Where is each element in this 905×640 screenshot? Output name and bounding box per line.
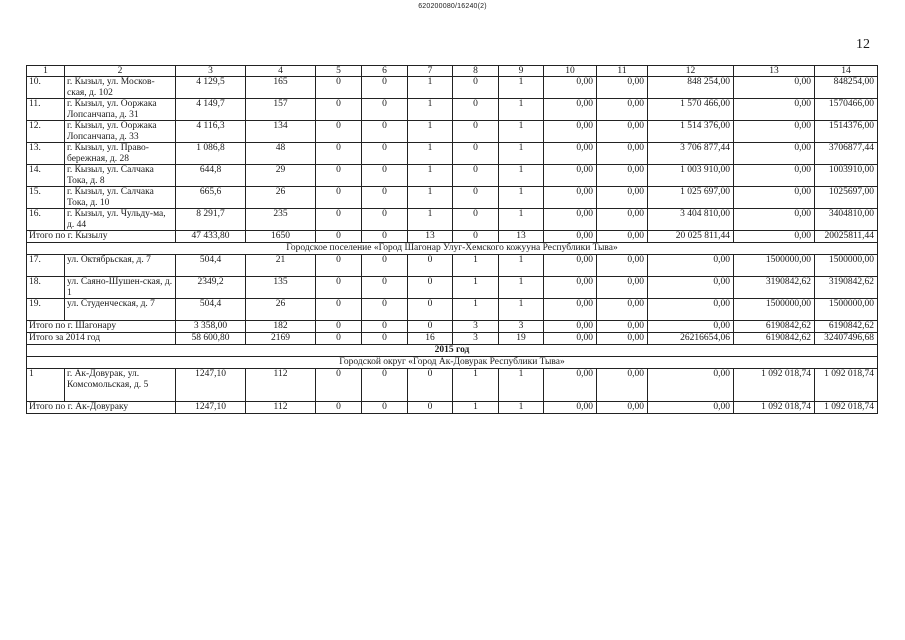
table-cell: 848 254,00 bbox=[648, 77, 734, 99]
table-row bbox=[27, 369, 878, 402]
address-cell: г. Кызыл, ул. Салчака Тока, д. 10 bbox=[65, 187, 176, 209]
table-cell: 26216654,06 bbox=[648, 333, 734, 345]
table-cell: 1 003 910,00 bbox=[648, 165, 734, 187]
table-cell: 235 bbox=[246, 209, 316, 231]
table-row bbox=[27, 299, 878, 321]
table-cell: 0 bbox=[453, 143, 499, 165]
table-cell: 0 bbox=[362, 99, 408, 121]
section-title: Городской округ «Город Ак-Довурак Республики Тыва» bbox=[27, 357, 878, 369]
table-cell: 1025697,00 bbox=[815, 187, 878, 209]
address-cell: г. Кызыл, ул. Ооржака Лопсанчапа, д. 33 bbox=[65, 121, 176, 143]
table-cell: 3190842,62 bbox=[734, 277, 815, 299]
table-cell: 0,00 bbox=[597, 255, 648, 277]
table-cell: 0,00 bbox=[544, 402, 597, 414]
table-cell: 0,00 bbox=[597, 165, 648, 187]
table-cell: 13. bbox=[27, 143, 65, 165]
table-cell: 0 bbox=[316, 277, 362, 299]
table-cell: 0,00 bbox=[734, 187, 815, 209]
column-number: 8 bbox=[453, 66, 499, 77]
table-cell: 29 bbox=[246, 165, 316, 187]
table-cell: 134 bbox=[246, 121, 316, 143]
table-row bbox=[27, 77, 878, 99]
table-cell: 0,00 bbox=[597, 187, 648, 209]
table-cell: 1 bbox=[499, 402, 544, 414]
table-cell: 165 bbox=[246, 77, 316, 99]
section-title: Городское поселение «Город Шагонар Улуг-Хемского кожууна Республики Тыва» bbox=[27, 243, 878, 255]
column-number: 11 bbox=[597, 66, 648, 77]
column-number: 10 bbox=[544, 66, 597, 77]
table-cell: 16 bbox=[408, 333, 453, 345]
table-cell: 848254,00 bbox=[815, 77, 878, 99]
table-cell: 1 bbox=[27, 369, 65, 402]
column-number: 3 bbox=[176, 66, 246, 77]
table-cell: 0,00 bbox=[734, 165, 815, 187]
table-cell: 0,00 bbox=[648, 369, 734, 402]
table-cell: 0,00 bbox=[734, 121, 815, 143]
column-number: 5 bbox=[316, 66, 362, 77]
table-cell: 0,00 bbox=[597, 121, 648, 143]
table-cell: 1 bbox=[499, 255, 544, 277]
table-cell: 0,00 bbox=[734, 143, 815, 165]
table-cell: 3 bbox=[499, 321, 544, 333]
table-cell: 1247,10 bbox=[176, 369, 246, 402]
table-cell: 0 bbox=[408, 277, 453, 299]
table-cell: 0,00 bbox=[544, 321, 597, 333]
table-cell: 1247,10 bbox=[176, 402, 246, 414]
table-cell: 0 bbox=[408, 402, 453, 414]
total-label: Итого по г. Шагонару bbox=[27, 321, 176, 333]
table-cell: 18. bbox=[27, 277, 65, 299]
table-cell: 3 358,00 bbox=[176, 321, 246, 333]
table-cell: 1 bbox=[408, 121, 453, 143]
table-row bbox=[27, 255, 878, 277]
section-header-row bbox=[27, 243, 878, 255]
table-cell: 1 092 018,74 bbox=[815, 369, 878, 402]
table-cell: 504,4 bbox=[176, 255, 246, 277]
table-cell: 0 bbox=[316, 77, 362, 99]
table-cell: 1 bbox=[499, 277, 544, 299]
address-cell: ул. Студенческая, д. 7 bbox=[65, 299, 176, 321]
table-cell: 1500000,00 bbox=[734, 299, 815, 321]
table-cell: 13 bbox=[499, 231, 544, 243]
table-cell: 1003910,00 bbox=[815, 165, 878, 187]
table-cell: 13 bbox=[408, 231, 453, 243]
total-row bbox=[27, 402, 878, 414]
table-cell: 0,00 bbox=[648, 402, 734, 414]
table-cell: 47 433,80 bbox=[176, 231, 246, 243]
table-cell: 1 025 697,00 bbox=[648, 187, 734, 209]
address-cell: ул. Саяно-Шушен-ская, д. 1 bbox=[65, 277, 176, 299]
section-header-row bbox=[27, 357, 878, 369]
table-cell: 0,00 bbox=[544, 77, 597, 99]
total-label: Итого за 2014 год bbox=[27, 333, 176, 345]
table-cell: 0,00 bbox=[597, 333, 648, 345]
table-cell: 26 bbox=[246, 187, 316, 209]
table-cell: 0,00 bbox=[544, 277, 597, 299]
table-cell: 0 bbox=[453, 121, 499, 143]
column-number: 2 bbox=[65, 66, 176, 77]
table-cell: 112 bbox=[246, 402, 316, 414]
table-cell: 0,00 bbox=[544, 187, 597, 209]
table-cell: 504,4 bbox=[176, 299, 246, 321]
table-cell: 0 bbox=[362, 121, 408, 143]
table-cell: 0,00 bbox=[544, 209, 597, 231]
table-cell: 1 bbox=[453, 255, 499, 277]
table-cell: 0 bbox=[316, 333, 362, 345]
table-cell: 19. bbox=[27, 299, 65, 321]
table-cell: 0 bbox=[362, 143, 408, 165]
table-cell: 1 bbox=[408, 143, 453, 165]
table-cell: 3 bbox=[453, 333, 499, 345]
table-cell: 3 404 810,00 bbox=[648, 209, 734, 231]
table-cell: 0 bbox=[362, 321, 408, 333]
table-cell: 1500000,00 bbox=[734, 255, 815, 277]
table-cell: 26 bbox=[246, 299, 316, 321]
table-cell: 0 bbox=[362, 77, 408, 99]
page-number: 12 bbox=[856, 37, 870, 52]
table-cell: 0 bbox=[362, 402, 408, 414]
table-cell: 0,00 bbox=[544, 143, 597, 165]
table-cell: 0 bbox=[362, 209, 408, 231]
table-row bbox=[27, 187, 878, 209]
table-cell: 1 bbox=[499, 209, 544, 231]
table-cell: 0 bbox=[316, 143, 362, 165]
table-cell: 0 bbox=[453, 231, 499, 243]
table-cell: 1 bbox=[499, 99, 544, 121]
table-cell: 0,00 bbox=[544, 231, 597, 243]
table-cell: 157 bbox=[246, 99, 316, 121]
table-cell: 182 bbox=[246, 321, 316, 333]
table-cell: 12. bbox=[27, 121, 65, 143]
table-cell: 3190842,62 bbox=[815, 277, 878, 299]
table-cell: 0,00 bbox=[734, 77, 815, 99]
table-cell: 0 bbox=[316, 369, 362, 402]
table-cell: 0 bbox=[453, 99, 499, 121]
address-cell: г. Ак-Довурак, ул. Комсомольская, д. 5 bbox=[65, 369, 176, 402]
table-cell: 0 bbox=[316, 187, 362, 209]
table-cell: 1 bbox=[499, 165, 544, 187]
table-cell: 58 600,80 bbox=[176, 333, 246, 345]
table-cell: 16. bbox=[27, 209, 65, 231]
table-cell: 6190842,62 bbox=[734, 321, 815, 333]
table-cell: 0 bbox=[362, 165, 408, 187]
table-cell: 0,00 bbox=[544, 369, 597, 402]
table-cell: 1 bbox=[499, 143, 544, 165]
column-number: 7 bbox=[408, 66, 453, 77]
table-cell: 1 092 018,74 bbox=[815, 402, 878, 414]
table-cell: 0,00 bbox=[597, 369, 648, 402]
table-cell: 1 bbox=[499, 299, 544, 321]
table-cell: 3 bbox=[453, 321, 499, 333]
table-cell: 8 291,7 bbox=[176, 209, 246, 231]
table-cell: 2169 bbox=[246, 333, 316, 345]
table-cell: 1 bbox=[408, 187, 453, 209]
table-cell: 0 bbox=[453, 77, 499, 99]
table-cell: 0,00 bbox=[597, 77, 648, 99]
address-cell: г. Кызыл, ул. Салчака Тока, д. 8 bbox=[65, 165, 176, 187]
table-cell: 0 bbox=[316, 165, 362, 187]
column-number: 14 bbox=[815, 66, 878, 77]
table-cell: 0,00 bbox=[544, 299, 597, 321]
data-table bbox=[26, 65, 878, 414]
table-cell: 0,00 bbox=[544, 165, 597, 187]
total-row bbox=[27, 333, 878, 345]
table-cell: 0,00 bbox=[544, 255, 597, 277]
table-cell: 1 bbox=[453, 277, 499, 299]
table-cell: 1 bbox=[453, 402, 499, 414]
table-cell: 2349,2 bbox=[176, 277, 246, 299]
total-row bbox=[27, 321, 878, 333]
table-cell: 0,00 bbox=[544, 121, 597, 143]
table-cell: 0 bbox=[453, 165, 499, 187]
table-row bbox=[27, 277, 878, 299]
table-cell: 0 bbox=[408, 321, 453, 333]
table-cell: 20025811,44 bbox=[815, 231, 878, 243]
table-cell: 1 086,8 bbox=[176, 143, 246, 165]
year-title: 2015 год bbox=[27, 345, 878, 357]
table-cell: 0,00 bbox=[648, 255, 734, 277]
table-cell: 0 bbox=[316, 321, 362, 333]
table-cell: 0 bbox=[362, 369, 408, 402]
table-cell: 17. bbox=[27, 255, 65, 277]
column-number: 13 bbox=[734, 66, 815, 77]
table-cell: 10. bbox=[27, 77, 65, 99]
table-cell: 0 bbox=[453, 209, 499, 231]
table-cell: 0 bbox=[316, 231, 362, 243]
table-cell: 1 092 018,74 bbox=[734, 402, 815, 414]
table-cell: 0,00 bbox=[544, 333, 597, 345]
table-row bbox=[27, 143, 878, 165]
column-number: 1 bbox=[27, 66, 65, 77]
table-cell: 0 bbox=[362, 255, 408, 277]
table-cell: 6190842,62 bbox=[815, 321, 878, 333]
table-cell: 0,00 bbox=[597, 277, 648, 299]
table-cell: 0,00 bbox=[597, 321, 648, 333]
document-code: 620200080/16240(2) bbox=[418, 3, 487, 10]
table-cell: 19 bbox=[499, 333, 544, 345]
table-cell: 1 bbox=[408, 209, 453, 231]
table-cell: 4 129,5 bbox=[176, 77, 246, 99]
table-row bbox=[27, 165, 878, 187]
table-cell: 0,00 bbox=[544, 99, 597, 121]
table-cell: 1 bbox=[499, 77, 544, 99]
table-cell: 0,00 bbox=[734, 209, 815, 231]
table-cell: 1 092 018,74 bbox=[734, 369, 815, 402]
table-cell: 1 570 466,00 bbox=[648, 99, 734, 121]
table-cell: 0 bbox=[316, 209, 362, 231]
table-cell: 0 bbox=[362, 277, 408, 299]
year-header-row bbox=[27, 345, 878, 357]
table-cell: 4 149,7 bbox=[176, 99, 246, 121]
table-cell: 0 bbox=[362, 231, 408, 243]
table-cell: 0,00 bbox=[597, 209, 648, 231]
table-cell: 0,00 bbox=[734, 99, 815, 121]
table-cell: 0,00 bbox=[597, 402, 648, 414]
table-cell: 1650 bbox=[246, 231, 316, 243]
table-cell: 14. bbox=[27, 165, 65, 187]
table-row bbox=[27, 121, 878, 143]
table-cell: 0,00 bbox=[648, 299, 734, 321]
address-cell: г. Кызыл, ул. Право-бережная, д. 28 bbox=[65, 143, 176, 165]
total-label: Итого по г. Кызылу bbox=[27, 231, 176, 243]
table-cell: 1570466,00 bbox=[815, 99, 878, 121]
table-cell: 1500000,00 bbox=[815, 255, 878, 277]
table-cell: 0 bbox=[408, 369, 453, 402]
table-cell: 112 bbox=[246, 369, 316, 402]
table-cell: 3 706 877,44 bbox=[648, 143, 734, 165]
table-cell: 0,00 bbox=[597, 143, 648, 165]
table-cell: 11. bbox=[27, 99, 65, 121]
table-cell: 1 bbox=[499, 121, 544, 143]
table-cell: 135 bbox=[246, 277, 316, 299]
table-cell: 0 bbox=[316, 402, 362, 414]
address-cell: г. Кызыл, ул. Чульду-ма, д. 44 bbox=[65, 209, 176, 231]
table-cell: 644,8 bbox=[176, 165, 246, 187]
table-cell: 1 bbox=[408, 77, 453, 99]
table-cell: 1500000,00 bbox=[815, 299, 878, 321]
table-cell: 0 bbox=[362, 333, 408, 345]
table-cell: 3404810,00 bbox=[815, 209, 878, 231]
table-row bbox=[27, 209, 878, 231]
table-cell: 1 514 376,00 bbox=[648, 121, 734, 143]
table-cell: 0,00 bbox=[597, 299, 648, 321]
table-cell: 3706877,44 bbox=[815, 143, 878, 165]
total-label: Итого по г. Ак-Довураку bbox=[27, 402, 176, 414]
table-cell: 0,00 bbox=[597, 231, 648, 243]
table-cell: 21 bbox=[246, 255, 316, 277]
table-cell: 0,00 bbox=[648, 277, 734, 299]
table-cell: 32407496,68 bbox=[815, 333, 878, 345]
table-cell: 665,6 bbox=[176, 187, 246, 209]
table-cell: 0 bbox=[316, 99, 362, 121]
table-cell: 0 bbox=[453, 187, 499, 209]
table-cell: 15. bbox=[27, 187, 65, 209]
column-number: 9 bbox=[499, 66, 544, 77]
table-row bbox=[27, 99, 878, 121]
address-cell: ул. Октябрьская, д. 7 bbox=[65, 255, 176, 277]
table-cell: 0,00 bbox=[597, 99, 648, 121]
table-cell: 0 bbox=[408, 299, 453, 321]
column-number: 12 bbox=[648, 66, 734, 77]
table-cell: 0 bbox=[408, 255, 453, 277]
table-cell: 1 bbox=[408, 165, 453, 187]
table-cell: 1 bbox=[408, 99, 453, 121]
table-cell: 0,00 bbox=[648, 321, 734, 333]
table-cell: 0 bbox=[316, 299, 362, 321]
table-cell: 1 bbox=[499, 187, 544, 209]
table-cell: 1 bbox=[453, 369, 499, 402]
column-number: 6 bbox=[362, 66, 408, 77]
address-cell: г. Кызыл, ул. Ооржака Лопсанчапа, д. 31 bbox=[65, 99, 176, 121]
table-cell: 0 bbox=[362, 299, 408, 321]
table-cell: 6190842,62 bbox=[734, 333, 815, 345]
total-row bbox=[27, 231, 878, 243]
column-number: 4 bbox=[246, 66, 316, 77]
table-cell: 1 bbox=[453, 299, 499, 321]
column-number-row bbox=[27, 66, 878, 77]
table-cell: 0 bbox=[362, 187, 408, 209]
table-cell: 4 116,3 bbox=[176, 121, 246, 143]
table-cell: 0 bbox=[316, 255, 362, 277]
table-cell: 20 025 811,44 bbox=[648, 231, 734, 243]
address-cell: г. Кызыл, ул. Москов-ская, д. 102 bbox=[65, 77, 176, 99]
table-cell: 0,00 bbox=[734, 231, 815, 243]
table-cell: 1514376,00 bbox=[815, 121, 878, 143]
table-cell: 1 bbox=[499, 369, 544, 402]
table-cell: 48 bbox=[246, 143, 316, 165]
table-cell: 0 bbox=[316, 121, 362, 143]
